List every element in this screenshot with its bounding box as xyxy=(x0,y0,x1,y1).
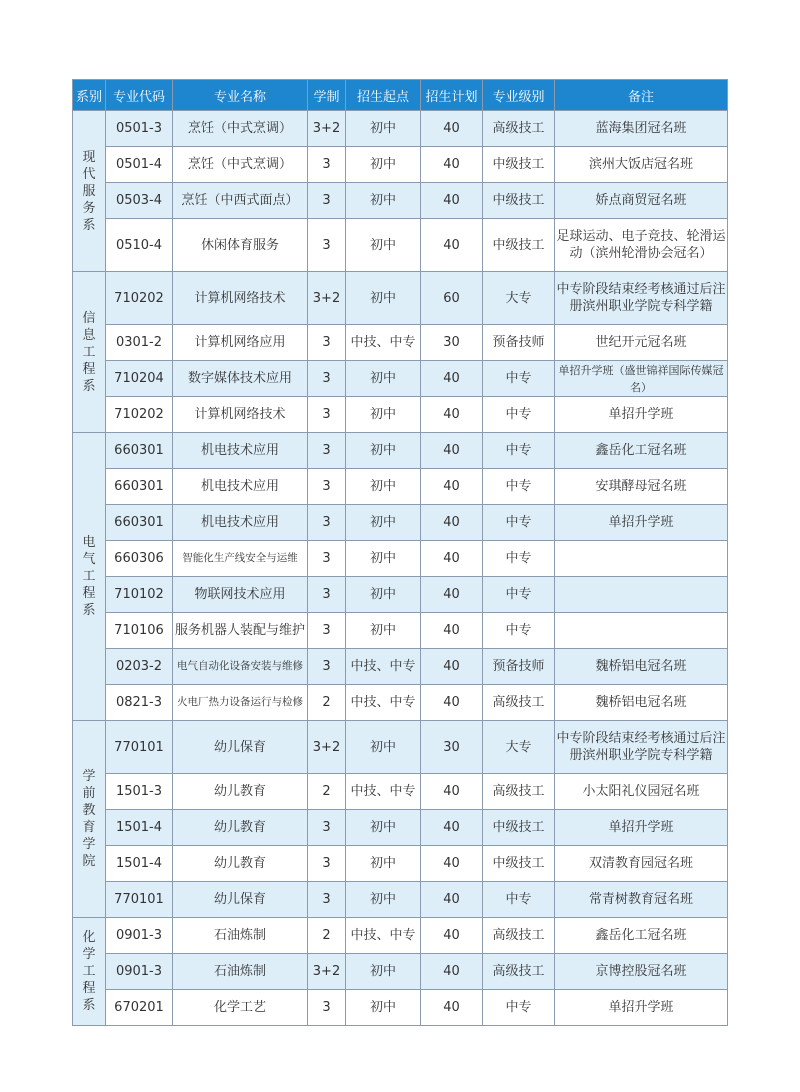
table-row xyxy=(73,272,728,325)
enrollment-plan-cell: 40 xyxy=(421,505,483,541)
major-level-cell: 中级技工 xyxy=(483,219,555,272)
table-row xyxy=(73,183,728,219)
major-level-cell: 中专 xyxy=(483,882,555,918)
duration-cell: 3 xyxy=(308,990,346,1026)
note-cell: 单招升学班 xyxy=(555,810,728,846)
note-cell: 单招升学班 xyxy=(555,505,728,541)
enrollment-plan-cell: 40 xyxy=(421,541,483,577)
major-code-cell: 660301 xyxy=(106,469,173,505)
enrollment-plan-cell: 40 xyxy=(421,810,483,846)
note-cell: 魏桥铝电冠名班 xyxy=(555,649,728,685)
major-code-cell: 0501-4 xyxy=(106,147,173,183)
start-level-cell: 初中 xyxy=(346,361,421,397)
major-code-cell: 0301-2 xyxy=(106,325,173,361)
major-code-cell: 1501-3 xyxy=(106,774,173,810)
major-code-cell: 770101 xyxy=(106,721,173,774)
major-code-cell: 1501-4 xyxy=(106,846,173,882)
enrollment-table xyxy=(72,79,728,1026)
table-row xyxy=(73,325,728,361)
duration-cell: 3 xyxy=(308,505,346,541)
duration-cell: 3 xyxy=(308,183,346,219)
note-cell: 滨州大饭店冠名班 xyxy=(555,147,728,183)
note-cell xyxy=(555,541,728,577)
start-level-cell: 中技、中专 xyxy=(346,918,421,954)
major-level-cell: 中专 xyxy=(483,990,555,1026)
note-cell: 单招升学班 xyxy=(555,397,728,433)
enrollment-plan-cell: 60 xyxy=(421,272,483,325)
duration-cell: 3 xyxy=(308,577,346,613)
major-level-cell: 高级技工 xyxy=(483,111,555,147)
enrollment-plan-cell: 40 xyxy=(421,577,483,613)
major-name-cell: 计算机网络应用 xyxy=(173,325,308,361)
header-major-name: 专业名称 xyxy=(173,80,308,111)
start-level-cell: 初中 xyxy=(346,541,421,577)
major-code-cell: 770101 xyxy=(106,882,173,918)
duration-cell: 3 xyxy=(308,433,346,469)
table-row xyxy=(73,990,728,1026)
duration-cell: 3 xyxy=(308,469,346,505)
department-name: 学前教育学院 xyxy=(82,769,96,869)
department-cell xyxy=(73,272,106,433)
start-level-cell: 中技、中专 xyxy=(346,685,421,721)
header-department: 系别 xyxy=(73,80,106,111)
note-cell xyxy=(555,577,728,613)
start-level-cell: 初中 xyxy=(346,721,421,774)
note-cell: 小太阳礼仪园冠名班 xyxy=(555,774,728,810)
enrollment-plan-cell: 40 xyxy=(421,774,483,810)
duration-cell: 3+2 xyxy=(308,111,346,147)
major-code-cell: 710106 xyxy=(106,613,173,649)
department-cell xyxy=(73,918,106,1026)
major-level-cell: 中级技工 xyxy=(483,810,555,846)
major-name-cell: 幼儿保育 xyxy=(173,882,308,918)
table-row xyxy=(73,147,728,183)
major-name-cell: 石油炼制 xyxy=(173,918,308,954)
start-level-cell: 初中 xyxy=(346,272,421,325)
department-cell xyxy=(73,721,106,918)
major-name-cell: 机电技术应用 xyxy=(173,505,308,541)
duration-cell: 3 xyxy=(308,147,346,183)
enrollment-plan-cell: 40 xyxy=(421,918,483,954)
major-code-cell: 0503-4 xyxy=(106,183,173,219)
enrollment-plan-cell: 40 xyxy=(421,882,483,918)
major-name-cell: 化学工艺 xyxy=(173,990,308,1026)
header-enrollment-plan: 招生计划 xyxy=(421,80,483,111)
major-code-cell: 710204 xyxy=(106,361,173,397)
major-level-cell: 预备技师 xyxy=(483,325,555,361)
start-level-cell: 初中 xyxy=(346,219,421,272)
duration-cell: 3 xyxy=(308,810,346,846)
enrollment-plan-cell: 40 xyxy=(421,846,483,882)
department-cell xyxy=(73,111,106,272)
table-body xyxy=(73,111,728,1026)
table-header xyxy=(73,80,728,111)
major-level-cell: 中专 xyxy=(483,577,555,613)
start-level-cell: 中技、中专 xyxy=(346,774,421,810)
major-code-cell: 660301 xyxy=(106,433,173,469)
table-row xyxy=(73,433,728,469)
start-level-cell: 初中 xyxy=(346,183,421,219)
enrollment-plan-cell: 40 xyxy=(421,990,483,1026)
department-name: 现代服务系 xyxy=(82,149,96,233)
major-code-cell: 0821-3 xyxy=(106,685,173,721)
start-level-cell: 初中 xyxy=(346,505,421,541)
table-row xyxy=(73,219,728,272)
major-name-cell: 幼儿教育 xyxy=(173,774,308,810)
duration-cell: 2 xyxy=(308,918,346,954)
table-row xyxy=(73,469,728,505)
start-level-cell: 初中 xyxy=(346,810,421,846)
major-level-cell: 高级技工 xyxy=(483,918,555,954)
note-cell: 中专阶段结束经考核通过后注册滨州职业学院专科学籍 xyxy=(555,272,728,325)
department-name: 化学工程系 xyxy=(82,930,96,1013)
table-row xyxy=(73,810,728,846)
start-level-cell: 初中 xyxy=(346,147,421,183)
major-level-cell: 中专 xyxy=(483,541,555,577)
major-level-cell: 高级技工 xyxy=(483,774,555,810)
note-cell xyxy=(555,613,728,649)
major-code-cell: 0901-3 xyxy=(106,918,173,954)
enrollment-plan-cell: 40 xyxy=(421,361,483,397)
table-row xyxy=(73,954,728,990)
table-row xyxy=(73,649,728,685)
major-level-cell: 中级技工 xyxy=(483,183,555,219)
start-level-cell: 中技、中专 xyxy=(346,325,421,361)
header-duration: 学制 xyxy=(308,80,346,111)
enrollment-plan-cell: 40 xyxy=(421,397,483,433)
department-name: 电气工程系 xyxy=(82,535,96,618)
duration-cell: 3+2 xyxy=(308,721,346,774)
table-row xyxy=(73,846,728,882)
major-code-cell: 0501-3 xyxy=(106,111,173,147)
major-name-cell: 计算机网络技术 xyxy=(173,272,308,325)
duration-cell: 3+2 xyxy=(308,954,346,990)
note-cell: 娇点商贸冠名班 xyxy=(555,183,728,219)
major-level-cell: 大专 xyxy=(483,272,555,325)
duration-cell: 3 xyxy=(308,882,346,918)
note-cell: 鑫岳化工冠名班 xyxy=(555,918,728,954)
note-cell: 鑫岳化工冠名班 xyxy=(555,433,728,469)
duration-cell: 3 xyxy=(308,649,346,685)
note-cell: 双清教育园冠名班 xyxy=(555,846,728,882)
major-code-cell: 660306 xyxy=(106,541,173,577)
enrollment-plan-cell: 40 xyxy=(421,469,483,505)
major-level-cell: 高级技工 xyxy=(483,685,555,721)
table-row xyxy=(73,505,728,541)
table-row xyxy=(73,882,728,918)
major-name-cell: 计算机网络技术 xyxy=(173,397,308,433)
table-row xyxy=(73,685,728,721)
major-level-cell: 中专 xyxy=(483,397,555,433)
major-level-cell: 预备技师 xyxy=(483,649,555,685)
major-name-cell: 电气自动化设备安装与维修 xyxy=(173,649,308,685)
department-name: 信息工程系 xyxy=(82,310,96,394)
major-name-cell: 智能化生产线安全与运维 xyxy=(173,541,308,577)
table-row xyxy=(73,613,728,649)
duration-cell: 3 xyxy=(308,541,346,577)
enrollment-plan-cell: 40 xyxy=(421,433,483,469)
start-level-cell: 初中 xyxy=(346,433,421,469)
note-cell: 常青树教育冠名班 xyxy=(555,882,728,918)
note-cell: 单招升学班 xyxy=(555,990,728,1026)
major-level-cell: 中级技工 xyxy=(483,846,555,882)
major-name-cell: 数字媒体技术应用 xyxy=(173,361,308,397)
note-cell: 蓝海集团冠名班 xyxy=(555,111,728,147)
start-level-cell: 初中 xyxy=(346,990,421,1026)
header-row xyxy=(73,80,728,111)
enrollment-plan-cell: 30 xyxy=(421,721,483,774)
enrollment-plan-cell: 40 xyxy=(421,649,483,685)
major-code-cell: 710202 xyxy=(106,397,173,433)
start-level-cell: 初中 xyxy=(346,613,421,649)
major-code-cell: 1501-4 xyxy=(106,810,173,846)
duration-cell: 3 xyxy=(308,613,346,649)
note-cell: 中专阶段结束经考核通过后注册滨州职业学院专科学籍 xyxy=(555,721,728,774)
major-code-cell: 660301 xyxy=(106,505,173,541)
major-level-cell: 中专 xyxy=(483,469,555,505)
major-name-cell: 烹饪（中式烹调） xyxy=(173,147,308,183)
note-cell: 足球运动、电子竞技、轮滑运动（滨州轮滑协会冠名） xyxy=(555,219,728,272)
major-name-cell: 幼儿教育 xyxy=(173,810,308,846)
major-level-cell: 大专 xyxy=(483,721,555,774)
note-cell: 魏桥铝电冠名班 xyxy=(555,685,728,721)
duration-cell: 2 xyxy=(308,685,346,721)
duration-cell: 3 xyxy=(308,325,346,361)
note-cell: 京博控股冠名班 xyxy=(555,954,728,990)
table-row xyxy=(73,721,728,774)
major-name-cell: 机电技术应用 xyxy=(173,433,308,469)
start-level-cell: 初中 xyxy=(346,469,421,505)
major-name-cell: 物联网技术应用 xyxy=(173,577,308,613)
table-row xyxy=(73,918,728,954)
enrollment-plan-cell: 40 xyxy=(421,613,483,649)
major-name-cell: 火电厂热力设备运行与检修 xyxy=(173,685,308,721)
enrollment-plan-cell: 40 xyxy=(421,183,483,219)
start-level-cell: 初中 xyxy=(346,846,421,882)
major-level-cell: 中专 xyxy=(483,361,555,397)
enrollment-plan-cell: 30 xyxy=(421,325,483,361)
start-level-cell: 初中 xyxy=(346,882,421,918)
major-code-cell: 670201 xyxy=(106,990,173,1026)
start-level-cell: 初中 xyxy=(346,111,421,147)
note-cell: 单招升学班（盛世锦祥国际传媒冠名） xyxy=(555,361,728,397)
major-level-cell: 中级技工 xyxy=(483,147,555,183)
start-level-cell: 中技、中专 xyxy=(346,649,421,685)
duration-cell: 3 xyxy=(308,361,346,397)
start-level-cell: 初中 xyxy=(346,397,421,433)
note-cell: 安琪酵母冠名班 xyxy=(555,469,728,505)
header-major-code: 专业代码 xyxy=(106,80,173,111)
major-name-cell: 休闲体育服务 xyxy=(173,219,308,272)
duration-cell: 3 xyxy=(308,219,346,272)
start-level-cell: 初中 xyxy=(346,954,421,990)
major-code-cell: 710102 xyxy=(106,577,173,613)
enrollment-plan-cell: 40 xyxy=(421,685,483,721)
major-code-cell: 710202 xyxy=(106,272,173,325)
start-level-cell: 初中 xyxy=(346,577,421,613)
table-row xyxy=(73,774,728,810)
table-row xyxy=(73,577,728,613)
major-level-cell: 中专 xyxy=(483,505,555,541)
header-notes: 备注 xyxy=(555,80,728,111)
major-level-cell: 中专 xyxy=(483,613,555,649)
enrollment-plan-cell: 40 xyxy=(421,219,483,272)
major-name-cell: 幼儿教育 xyxy=(173,846,308,882)
major-code-cell: 0203-2 xyxy=(106,649,173,685)
major-code-cell: 0510-4 xyxy=(106,219,173,272)
major-code-cell: 0901-3 xyxy=(106,954,173,990)
major-level-cell: 高级技工 xyxy=(483,954,555,990)
header-major-level: 专业级别 xyxy=(483,80,555,111)
department-cell xyxy=(73,433,106,721)
table-row xyxy=(73,111,728,147)
header-start-level: 招生起点 xyxy=(346,80,421,111)
enrollment-plan-cell: 40 xyxy=(421,147,483,183)
table-row xyxy=(73,397,728,433)
major-name-cell: 烹饪（中西式面点） xyxy=(173,183,308,219)
enrollment-plan-cell: 40 xyxy=(421,954,483,990)
duration-cell: 3+2 xyxy=(308,272,346,325)
duration-cell: 3 xyxy=(308,846,346,882)
duration-cell: 2 xyxy=(308,774,346,810)
enrollment-plan-cell: 40 xyxy=(421,111,483,147)
table-row xyxy=(73,541,728,577)
major-level-cell: 中专 xyxy=(483,433,555,469)
major-name-cell: 幼儿保育 xyxy=(173,721,308,774)
major-name-cell: 烹饪（中式烹调） xyxy=(173,111,308,147)
duration-cell: 3 xyxy=(308,397,346,433)
note-cell: 世纪开元冠名班 xyxy=(555,325,728,361)
table-row xyxy=(73,361,728,397)
major-name-cell: 机电技术应用 xyxy=(173,469,308,505)
major-name-cell: 服务机器人装配与维护 xyxy=(173,613,308,649)
major-name-cell: 石油炼制 xyxy=(173,954,308,990)
